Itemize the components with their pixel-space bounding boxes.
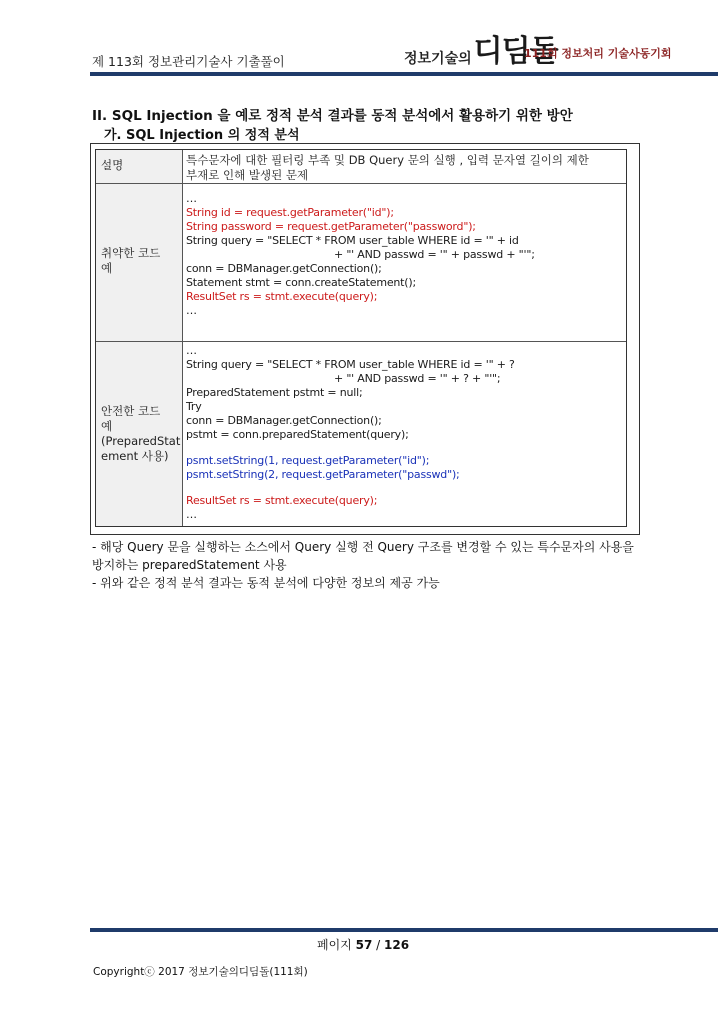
- row-header-label: 안전한 코드: [101, 404, 161, 418]
- bullet-line: 방지하는 preparedStatement 사용: [92, 558, 287, 572]
- safe-code-block: [182, 342, 626, 526]
- code-line-highlighted: String password = request.getParameter("password");: [186, 220, 476, 233]
- table-row-description: [96, 150, 626, 184]
- copyright-notice: Copyrightⓒ 2017 정보기술의디딤돌(111회): [93, 966, 308, 978]
- code-line: Try: [186, 400, 202, 413]
- row-header-label: 취약한 코드: [101, 246, 161, 260]
- code-line: …: [186, 192, 197, 205]
- bullet-line: - 위와 같은 정적 분석 결과는 동적 분석에 다양한 정보의 제공 가능: [92, 576, 440, 590]
- section-subtitle: 가. SQL Injection 의 정적 분석: [104, 128, 300, 143]
- code-line: conn = DBManager.getConnection();: [186, 262, 382, 275]
- page-separator: /: [376, 938, 381, 952]
- page-number: [317, 936, 409, 953]
- table-row-safe-code: [96, 342, 626, 526]
- code-line: Statement stmt = conn.createStatement();: [186, 276, 416, 289]
- code-line: …: [186, 508, 197, 521]
- row-header-label: 설명: [101, 158, 124, 172]
- page-total: 126: [384, 938, 410, 952]
- row-header-label: ement 사용): [101, 449, 169, 463]
- code-comparison-table: [90, 143, 640, 535]
- code-line: conn = DBManager.getConnection();: [186, 414, 382, 427]
- code-line-highlighted: psmt.setString(2, request.getParameter("passwd");: [186, 468, 460, 481]
- code-line: …: [186, 304, 197, 317]
- description-line: 특수문자에 대한 필터링 부족 및 DB Query 문의 실행 , 입력 문자열 길이의 제한: [186, 153, 589, 167]
- footer-divider: [90, 928, 718, 932]
- page-current: 57: [355, 938, 373, 952]
- row-header-cell: [96, 150, 183, 183]
- page-label: 페이지: [317, 938, 352, 952]
- code-line-highlighted: psmt.setString(1, request.getParameter("id");: [186, 454, 430, 467]
- table-inner-frame: [95, 149, 627, 527]
- code-line: PreparedStatement pstmt = null;: [186, 386, 363, 399]
- table-row-vulnerable-code: [96, 184, 626, 342]
- code-line: + "' AND passwd = '" + passwd + "'";: [334, 248, 535, 261]
- code-line: pstmt = conn.preparedStatement(query);: [186, 428, 409, 441]
- code-line-highlighted: String id = request.getParameter("id");: [186, 206, 394, 219]
- section-title: II. SQL Injection 을 예로 정적 분석 결과를 동적 분석에서 활용하기 위한 방안: [92, 108, 573, 124]
- row-header-label: (PreparedStat: [101, 434, 181, 448]
- code-line-highlighted: ResultSet rs = stmt.execute(query);: [186, 494, 378, 507]
- code-line: String query = "SELECT * FROM user_table WHERE id = '" + ?: [186, 358, 515, 371]
- logo-small-text: 정보기술의: [404, 51, 472, 67]
- code-line: String query = "SELECT * FROM user_table WHERE id = '" + id: [186, 234, 519, 247]
- bullet-line: - 해당 Query 문을 실행하는 소스에서 Query 실행 전 Query 구조를 변경할 수 있는 특수문자의 사용을: [92, 540, 634, 554]
- row-header-cell: [96, 342, 183, 526]
- code-line: + "' AND passwd = '" + ? + "'";: [334, 372, 501, 385]
- code-line-highlighted: ResultSet rs = stmt.execute(query);: [186, 290, 378, 303]
- row-header-cell: [96, 184, 183, 341]
- document-header-title: 제 113회 정보관리기술사 기출풀이: [92, 54, 285, 69]
- row-header-label: 예: [101, 261, 113, 275]
- vulnerable-code-block: [182, 184, 626, 341]
- logo-big-text: 디딤돌: [473, 34, 558, 69]
- header-divider: [90, 72, 718, 76]
- row-body-cell: [182, 150, 626, 183]
- header-group-name: 111회 정보처리 기술사동기회: [524, 47, 672, 60]
- row-header-label: 예: [101, 419, 113, 433]
- code-line: …: [186, 344, 197, 357]
- description-line: 부재로 인해 발생된 문제: [186, 168, 309, 182]
